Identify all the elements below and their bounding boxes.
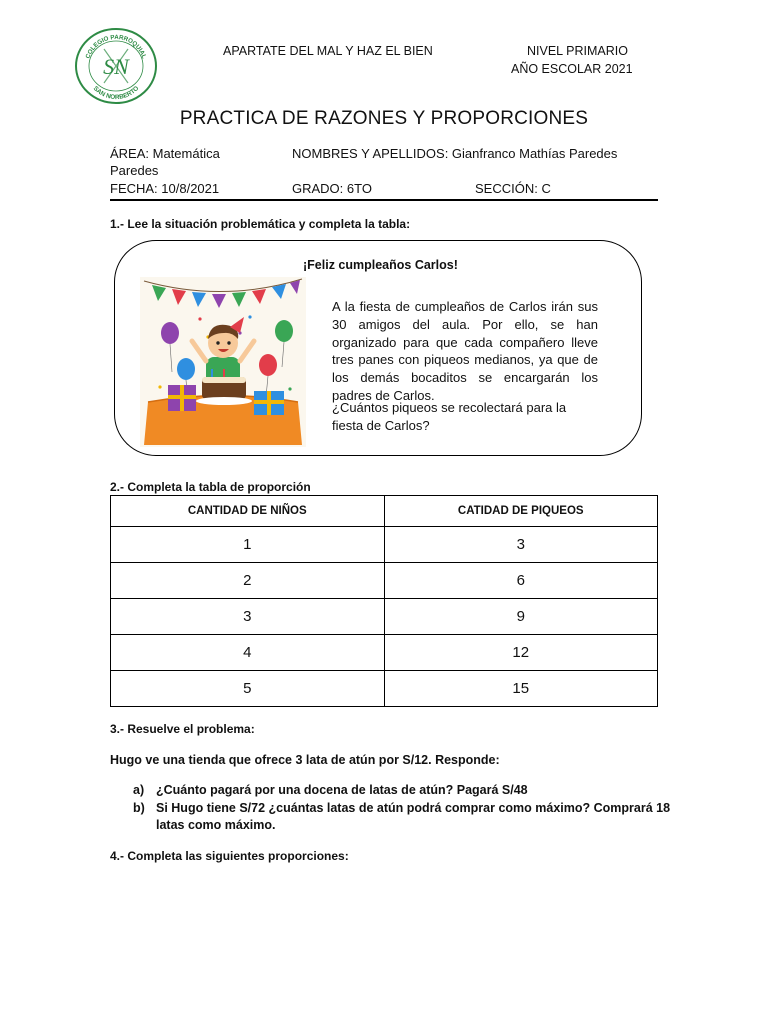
date-label: FECHA: 10/8/2021	[110, 181, 220, 196]
table-row	[111, 599, 658, 635]
table-row	[111, 635, 658, 671]
column-header-children: CANTIDAD DE NIÑOS	[111, 496, 385, 527]
school-motto: APARTATE DEL MAL Y HAZ EL BIEN	[223, 44, 433, 58]
table-cell: 15	[384, 671, 658, 707]
logo-bottom-text: SAN NORBERTO	[91, 84, 141, 102]
table-cell: 2	[111, 563, 385, 599]
school-level: NIVEL PRIMARIO	[527, 44, 628, 58]
list-item: ¿Cuánto pagará por una docena de latas de atún? Pagará S/48	[156, 783, 528, 797]
list-marker: b)	[133, 801, 145, 815]
question-2-heading: 2.- Completa la tabla de proporción	[110, 480, 311, 494]
table-cell: 3	[111, 599, 385, 635]
story-text: A la fiesta de cumpleaños de Carlos irán sus 30 amigos del aula. Por ello, se han organizado para que cada compañero lleve tres panes con piqueos medianos, ya que de los demás bocaditos se encargarán los padres de Carlos.	[332, 299, 598, 403]
school-year: AÑO ESCOLAR 2021	[511, 62, 633, 76]
area-label: ÁREA: Matemática	[110, 146, 220, 161]
table-row	[111, 527, 658, 563]
question-4-heading: 4.- Completa las siguientes proporciones:	[110, 849, 349, 863]
table-row	[111, 563, 658, 599]
story-question: ¿Cuántos piqueos se recolectará para la fiesta de Carlos?	[332, 400, 567, 433]
table-cell: 12	[384, 635, 658, 671]
logo-top-text: COLEGIO PARROQUIAL	[84, 33, 148, 60]
story-title: ¡Feliz cumpleaños Carlos!	[303, 258, 458, 272]
table-cell: 9	[384, 599, 658, 635]
list-item: Si Hugo tiene S/72 ¿cuántas latas de atún podrá comprar como máximo? Comprará 18	[156, 801, 671, 815]
list-item-continued: latas como máximo.	[156, 818, 276, 832]
table-header-row	[111, 496, 658, 527]
column-header-snacks: CATIDAD DE PIQUEOS	[384, 496, 658, 527]
list-marker: a)	[133, 783, 145, 797]
question-3-heading: 3.- Resuelve el problema:	[110, 722, 255, 736]
grade-label: GRADO: 6TO	[292, 181, 372, 196]
page-title: PRACTICA DE RAZONES Y PROPORCIONES	[179, 108, 589, 129]
question-1-heading: 1.- Lee la situación problemática y completa la tabla:	[110, 217, 411, 231]
table-cell: 6	[384, 563, 658, 599]
table-cell: 5	[111, 671, 385, 707]
header-divider	[110, 199, 658, 201]
section-label: SECCIÓN: C	[475, 181, 551, 196]
table-row	[111, 671, 658, 707]
problem-intro: Hugo ve una tienda que ofrece 3 lata de atún por S/12. Responde:	[110, 753, 500, 767]
school-logo	[74, 27, 158, 105]
proportion-table	[110, 495, 658, 707]
table-cell: 4	[111, 635, 385, 671]
area-label-continued: Paredes	[110, 163, 159, 178]
logo-monogram: SN	[103, 54, 129, 79]
table-cell: 1	[111, 527, 385, 563]
table-cell: 3	[384, 527, 658, 563]
birthday-illustration	[140, 277, 306, 447]
student-name: NOMBRES Y APELLIDOS: Gianfranco Mathías Paredes	[292, 146, 618, 161]
